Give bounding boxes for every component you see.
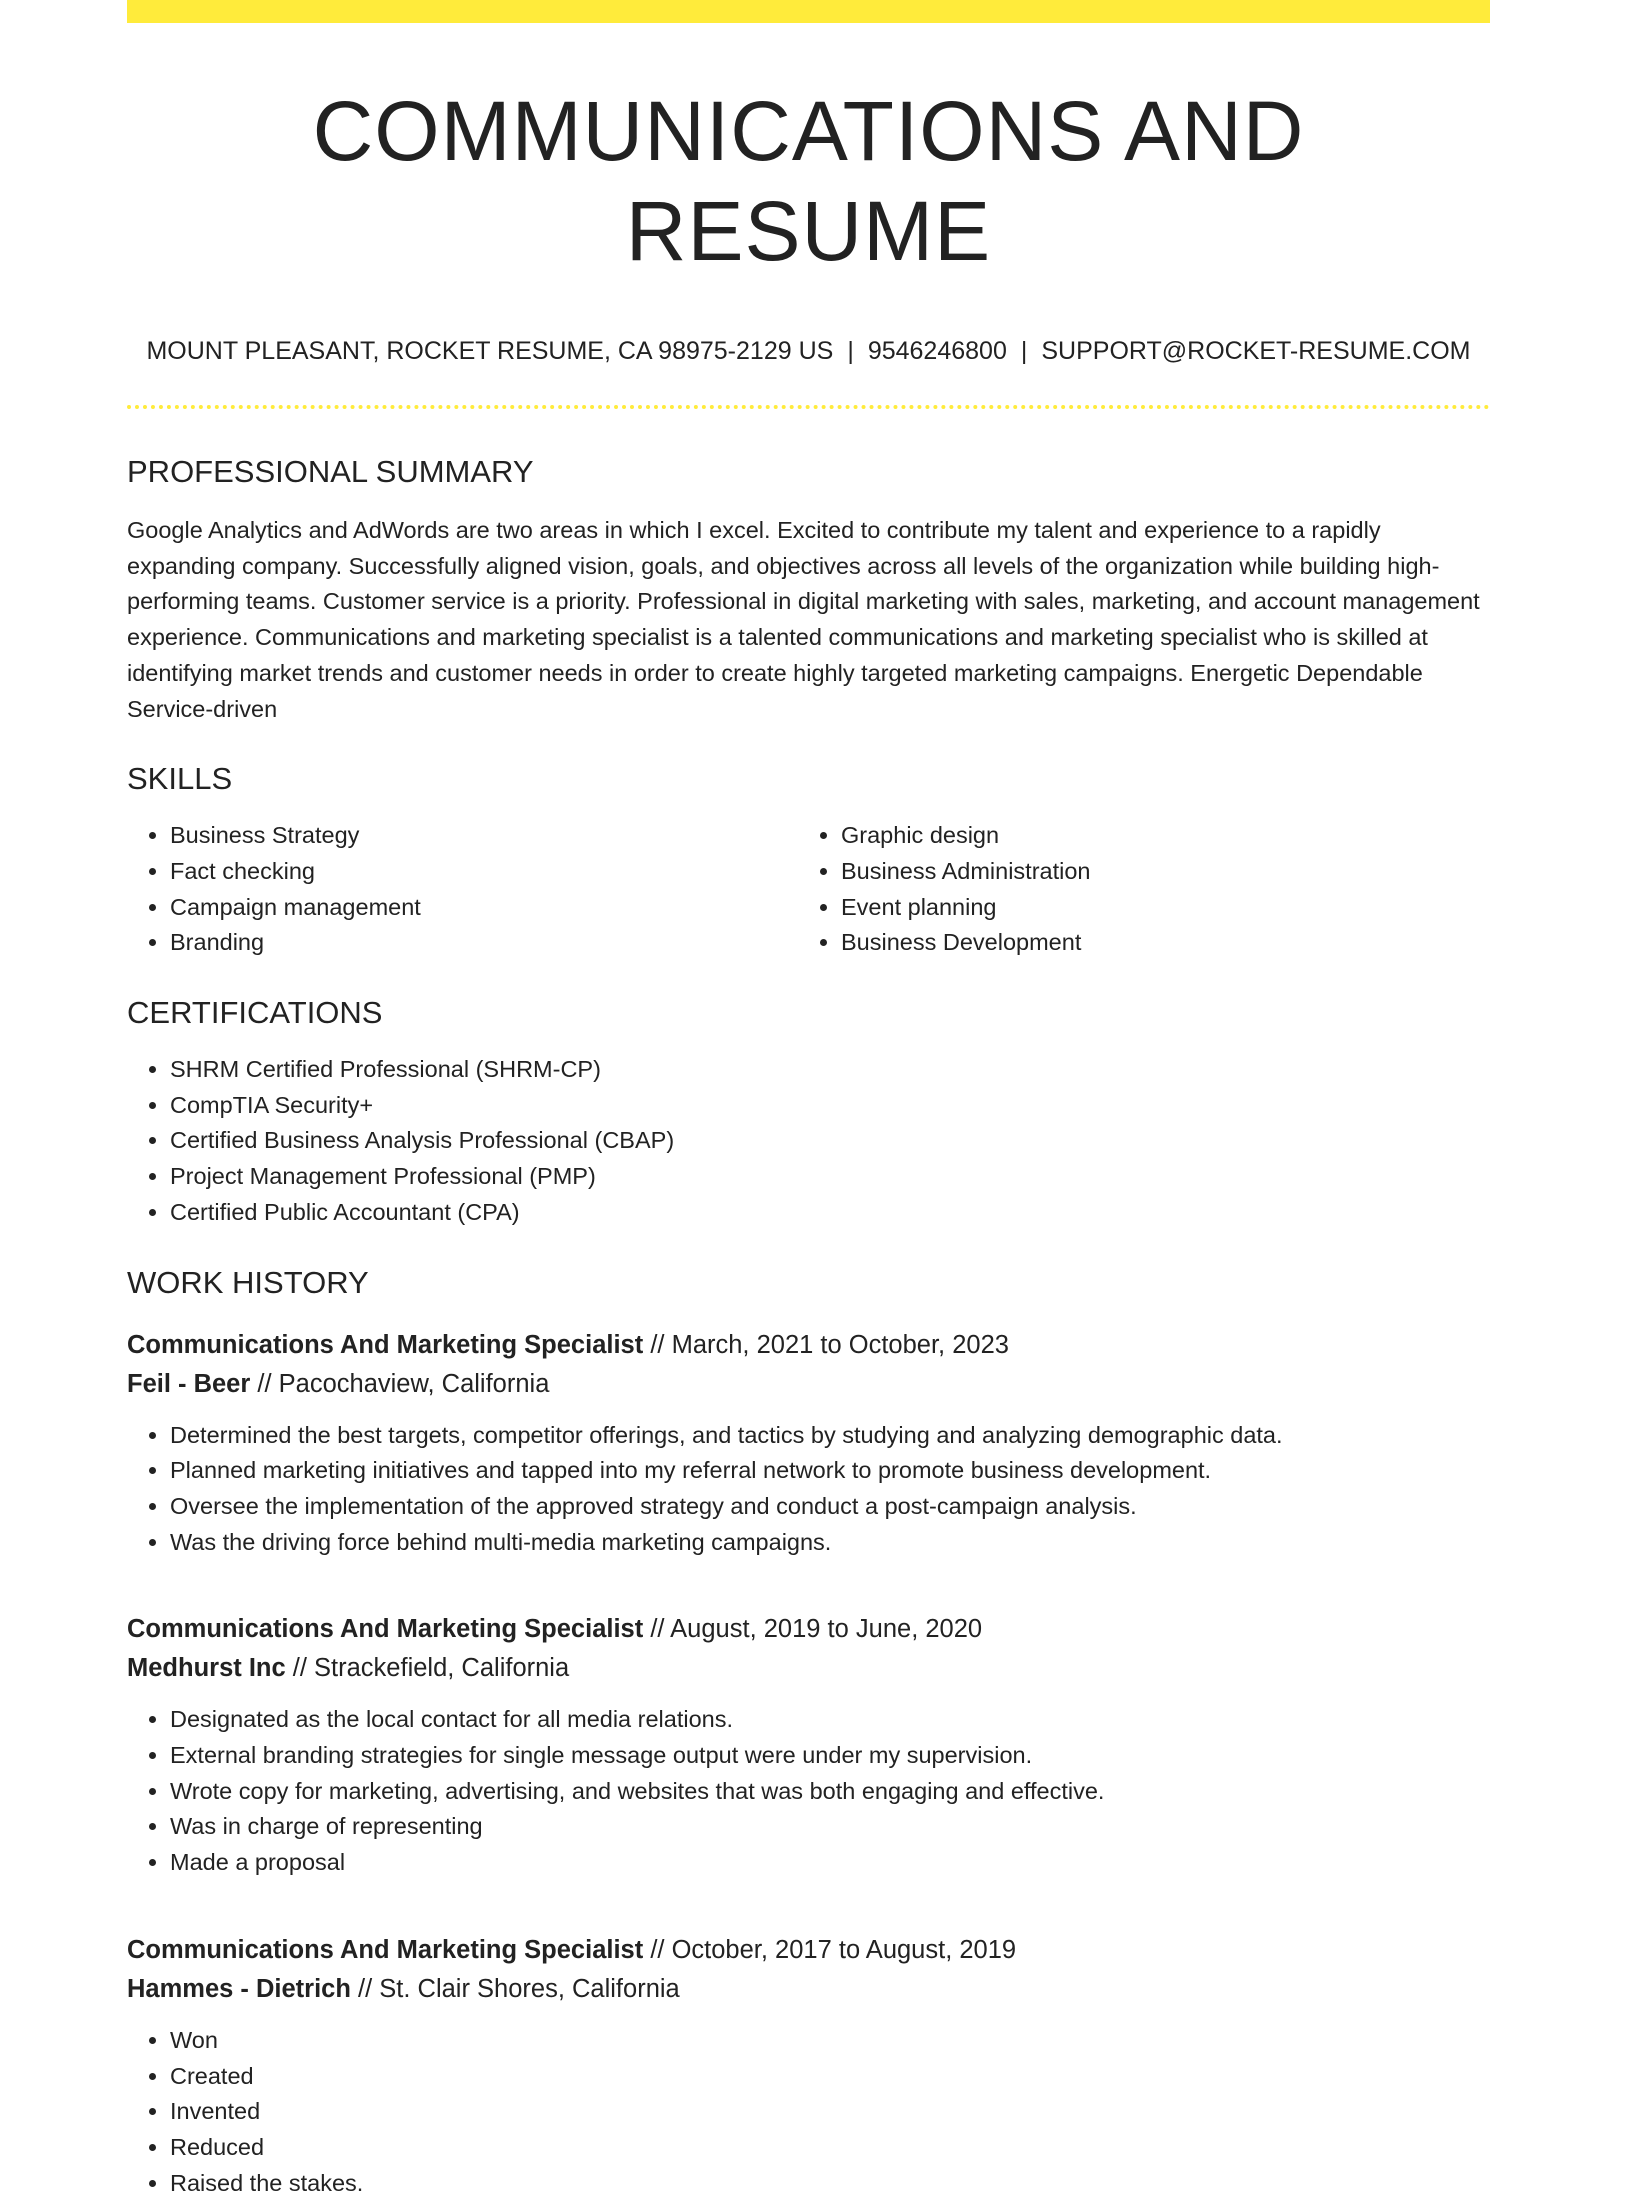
section-title-work-history: WORK HISTORY (127, 1264, 369, 1300)
job-company-line (127, 1649, 1490, 1688)
certifications-section (127, 994, 1490, 1231)
job-company-line (127, 1365, 1490, 1404)
job-bullets (127, 1418, 1490, 1561)
job-company: Hammes - Dietrich (127, 1974, 351, 2003)
job-location: // St. Clair Shores, California (358, 1974, 680, 2003)
section-title-skills: SKILLS (127, 761, 233, 797)
job-bullet: • Determined the best targets, competitor offerings, and tactics by studying and analyzing demographic data. (170, 1418, 1490, 1454)
job-bullet: • Made a proposal (170, 1845, 1490, 1881)
job-location: // Pacochaview, California (257, 1369, 550, 1398)
job-bullet: • Designated as the local contact for all media relations. (170, 1702, 1490, 1738)
job-bullet: • Reduced (170, 2130, 1490, 2166)
section-title-summary: PROFESSIONAL SUMMARY (127, 454, 534, 489)
certification-item: • SHRM Certified Professional (SHRM-CP) (170, 1052, 1490, 1088)
top-accent-bar (127, 0, 1490, 23)
professional-summary-section (127, 453, 1490, 727)
job-dates: // August, 2019 to June, 2020 (650, 1615, 983, 1644)
contact-separator: | (847, 337, 854, 365)
job-company: Feil - Beer (127, 1369, 251, 1398)
job-bullets (127, 1702, 1490, 1881)
resume-content (127, 23, 1490, 2201)
skill-item: • Fact checking (170, 854, 798, 890)
job-entry (127, 1326, 1490, 1561)
job-location: // Strackefield, California (292, 1654, 570, 1683)
skill-item: • Campaign management (170, 890, 798, 926)
job-bullet: • External branding strategies for single message output were under my supervision. (170, 1738, 1490, 1774)
certification-item: • CompTIA Security+ (170, 1088, 1490, 1124)
job-bullet: • Raised the stakes. (170, 2166, 1490, 2201)
certifications-list (127, 1052, 1490, 1231)
contact-address: MOUNT PLEASANT, ROCKET RESUME, CA 98975-2129 US (146, 337, 834, 365)
job-bullet: • Won (170, 2023, 1490, 2059)
job-bullet: • Oversee the implementation of the approved strategy and conduct a post-campaign analysis. (170, 1489, 1490, 1525)
resume-name: COMMUNICATIONS AND RESUME (312, 84, 1305, 278)
contact-separator: | (1020, 337, 1028, 365)
job-bullet: • Wrote copy for marketing, advertising, and websites that was both engaging and effective. (170, 1774, 1490, 1810)
work-history-section (127, 1264, 1490, 2201)
job-title: Communications And Marketing Specialist (127, 1330, 644, 1359)
contact-email: SUPPORT@ROCKET-RESUME.COM (1041, 337, 1471, 365)
contact-line (127, 335, 1490, 367)
job-title: Communications And Marketing Specialist (127, 1615, 644, 1644)
job-bullet: • Was in charge of representing (170, 1809, 1490, 1845)
certification-item: • Certified Public Accountant (CPA) (170, 1195, 1490, 1231)
job-company-line (127, 1970, 1490, 2009)
skills-list-left (127, 818, 798, 961)
skill-item: • Business Development (841, 925, 1469, 961)
job-bullet: • Created (170, 2059, 1490, 2095)
contact-phone: 9546246800 (867, 337, 1007, 365)
job-dates: // October, 2017 to August, 2019 (650, 1935, 1017, 1964)
certification-item: • Project Management Professional (PMP) (170, 1159, 1490, 1195)
section-title-certifications: CERTIFICATIONS (127, 995, 383, 1031)
job-company: Medhurst Inc (127, 1654, 286, 1683)
job-entry (127, 1931, 1490, 2201)
skill-item: • Branding (170, 925, 798, 961)
job-bullet: • Was the driving force behind multi-media marketing campaigns. (170, 1525, 1490, 1561)
skill-item: • Business Administration (841, 854, 1469, 890)
job-title-line (127, 1931, 1490, 1970)
skill-item: • Event planning (841, 890, 1469, 926)
job-title-line (127, 1610, 1490, 1649)
summary-text: Google Analytics and AdWords are two areas in which I excel. Excited to contribute my talent and experience to a rapidly expanding company. Successfully aligned vision, goals, and objectives across all levels of the organization while building high-performing teams. Customer service is a priority. Professional in digital marketing with sales, marketing, and account management experience. Communications and marketing specialist is a talented communications and marketing specialist who is skilled at identifying market trends and customer needs in order to create highly targeted marketing campaigns. Energetic Dependable Service-driven (127, 517, 1480, 722)
job-bullet: • Planned marketing initiatives and tapped into my referral network to promote business development. (170, 1453, 1490, 1489)
skill-item: • Graphic design (841, 818, 1469, 854)
skills-section (127, 760, 1490, 961)
job-title: Communications And Marketing Specialist (127, 1935, 644, 1964)
skill-item: • Business Strategy (170, 818, 798, 854)
job-dates: // March, 2021 to October, 2023 (650, 1330, 1009, 1359)
skills-grid (127, 798, 1490, 961)
certification-item: • Certified Business Analysis Professional (CBAP) (170, 1123, 1490, 1159)
job-title-line (127, 1326, 1490, 1365)
dotted-divider (127, 405, 1490, 409)
skills-list-right (798, 818, 1469, 961)
job-bullet: • Invented (170, 2094, 1490, 2130)
job-entry (127, 1610, 1490, 1881)
